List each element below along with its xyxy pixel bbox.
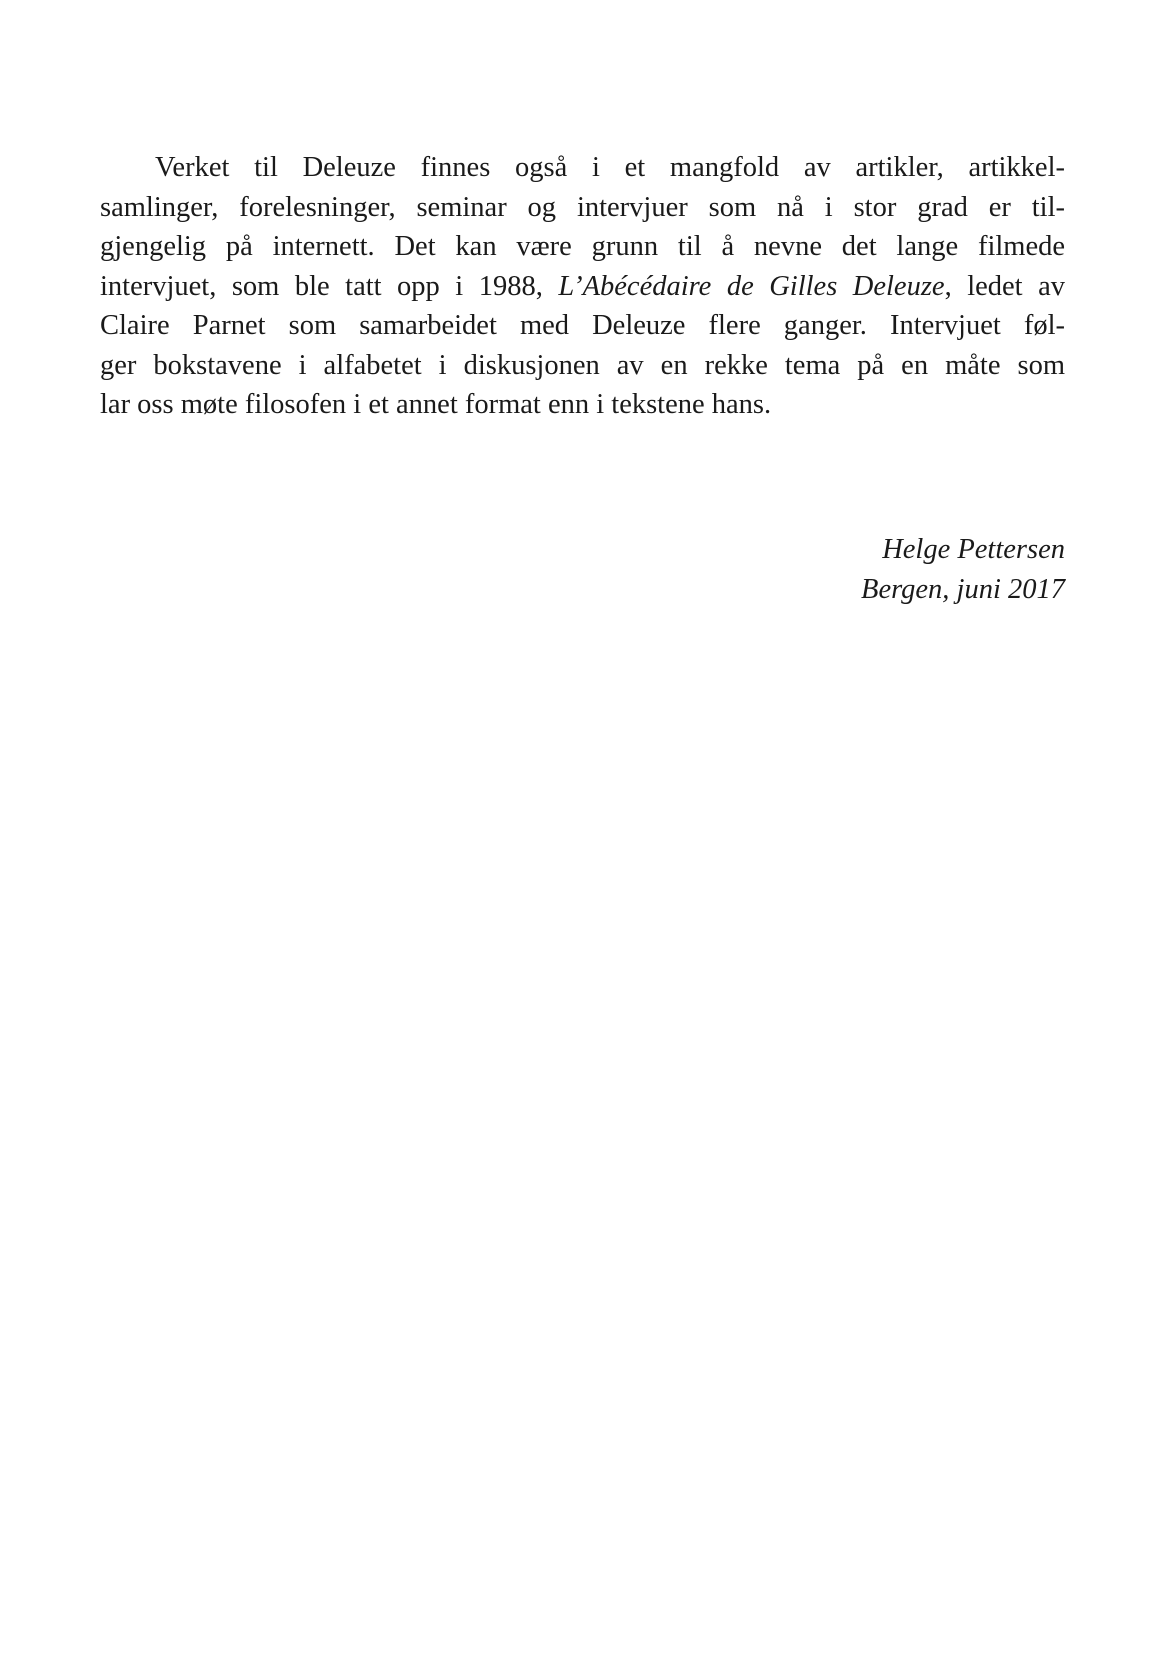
author-name: Helge Pettersen [882,534,1065,565]
signature-block [861,530,1065,610]
place-and-date: Bergen, juni 2017 [861,574,1065,605]
paragraph-line-3: gjengelig på internett. Det kan være grunn til å nevne det lange filmede [100,231,1065,262]
paragraph-line-5: Claire Parnet som samarbeidet med Deleuze flere ganger. Intervjuet føl- [100,310,1065,341]
paragraph-line-2: samlinger, forelesninger, seminar og intervjuer som nå i stor grad er til- [100,191,1065,223]
paragraph-line-4-before: intervjuet, som ble tatt opp i 1988, [100,270,559,302]
paragraph-line-4 [100,267,1065,307]
paragraph-line-7: lar oss møte filosofen i et annet format enn i tekstene hans. [100,389,772,420]
body-paragraph [100,148,1065,425]
paragraph-line-1: Verket til Deleuze finnes også i et mangfold av artikler, artikkel- [155,152,1065,183]
paragraph-line-4-after: , ledet av [944,270,1065,302]
paragraph-line-6: ger bokstavene i alfabetet i diskusjonen av en rekke tema på en måte som [100,349,1065,381]
work-title: L’Abécédaire de Gilles Deleuze [558,270,945,302]
